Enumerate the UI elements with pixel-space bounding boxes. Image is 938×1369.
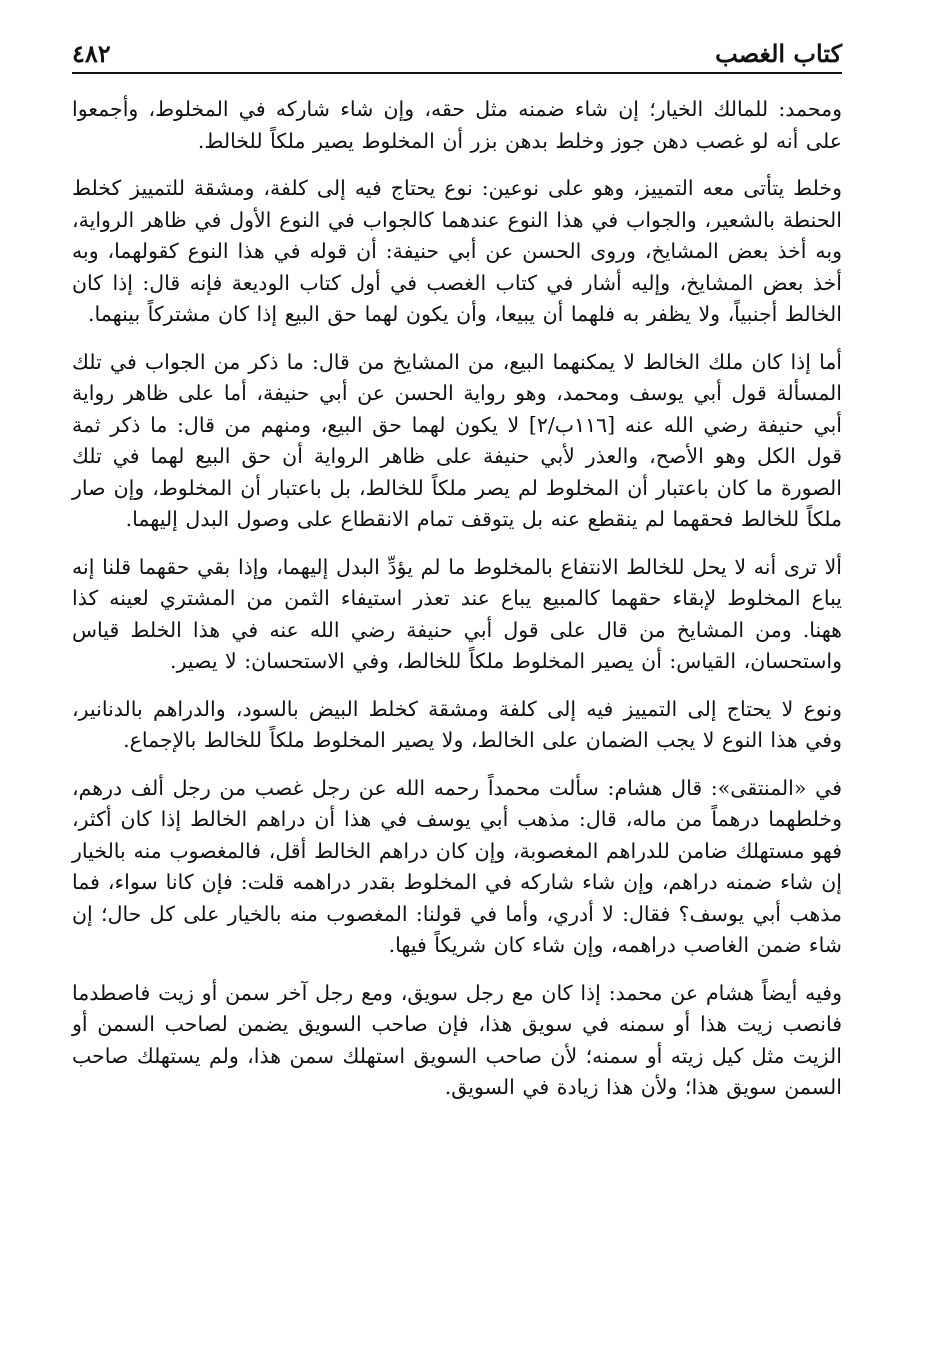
book-page <box>72 34 842 1349</box>
book-title: كتاب الغصب <box>715 39 842 68</box>
body-text <box>72 94 842 1104</box>
paragraph: وخلط يتأتى معه التمييز، وهو على نوعين: نوع يحتاج فيه إلى كلفة، ومشقة للتمييز كخلط الحنطة بالشعير، والجواب في هذا النوع عندهما كالجواب في النوع الأول في ظاهر الرواية، وبه أخذ بعض المشايخ، وروى الحسن عن أبي حنيفة: أن قوله في هذا النوع كقولهما، وبه أخذ بعض المشايخ، وإليه أشار في كتاب الغصب في أول كتاب الوديعة فإنه قال: إذا كان الخالط أجنبياً، ولا يظفر به فلهما أن يبيعا، وأن يكون لهما حق البيع إذا كان مشتركاً بينهما. <box>72 176 842 326</box>
page-number: ٤٨٢ <box>72 39 111 68</box>
paragraph: وفيه أيضاً هشام عن محمد: إذا كان مع رجل سويق، ومع رجل آخر سمن أو زيت فاصطدما فانصب زيت هذا أو سمنه في سويق هذا، فإن صاحب السويق يضمن لصاحب السمن أو الزيت مثل كيل زيته أو سمنه؛ لأن صاحب السويق استهلك سمن هذا، ولم يستهلك صاحب السمن سويق هذا؛ ولأن هذا زيادة في السويق. <box>72 980 842 1099</box>
paragraph: ونوع لا يحتاج إلى التمييز فيه إلى كلفة ومشقة كخلط البيض بالسود، والدراهم بالدنانير، وفي هذا النوع لا يجب الضمان على الخالط، ولا يصير المخلوط ملكاً للخالط بالإجماع. <box>72 696 842 752</box>
paragraph: في «المنتقى»: قال هشام: سألت محمداً رحمه الله عن رجل غصب من رجل ألف درهم، وخلطهما درهماً من ماله، قال: مذهب أبي يوسف في هذا أن دراهم الخالط إذا كان أكثر، فهو مستهلك ضامن للدراهم المغصوبة، وإن كان دراهم الخالط أقل، فالمغصوب منه بالخيار إن شاء ضمنه دراهم، وإن شاء شاركه في المخلوط بقدر دراهمه قلت: فإن كانا سواء، فما مذهب أبي يوسف؟ فقال: لا أدري، وأما في قولنا: المغصوب منه بالخيار على كل حال؛ إن شاء ضمن الغاصب دراهمه، وإن شاء كان شريكاً فيها. <box>72 775 842 957</box>
paragraph: ومحمد: للمالك الخيار؛ إن شاء ضمنه مثل حقه، وإن شاء شاركه في المخلوط، وأجمعوا على أنه لو غصب دهن جوز وخلط بدهن بزر أن المخلوط يصير ملكاً للخالط. <box>72 97 842 153</box>
paragraph: أما إذا كان ملك الخالط لا يمكنهما البيع، من المشايخ من قال: ما ذكر من الجواب في تلك المسألة قول أبي يوسف ومحمد، وهو رواية الحسن عن أبي حنيفة، أما على ظاهر رواية أبي حنيفة رضي الله عنه [١١٦ب/٢] لا يكون لهما حق البيع، ومنهم من قال: ما ذكر ثمة قول الكل وهو الأصح، والعذر لأبي حنيفة على ظاهر الرواية أن حق البيع لهما في تلك الصورة ما كان باعتبار أن المخلوط لم يصر ملكاً للخالط، بل باعتبار أن المخلوط، وإن صار ملكاً للخالط فحقهما لم ينقطع عنه بل يتوقف تمام الانقطاع على وصول البدل إليهما. <box>72 349 842 531</box>
paragraph: ألا ترى أنه لا يحل للخالط الانتفاع بالمخلوط ما لم يؤدِّ البدل إليهما، وإذا بقي حقهما قلنا إنه يباع المخلوط لإبقاء حقهما كالمبيع يباع عند تعذر استيفاء الثمن من المشتري لعينه كذا ههنا. ومن المشايخ من قال على قول أبي حنيفة رضي الله عنه في هذا الخلط قياس واستحسان، القياس: أن يصير المخلوط ملكاً للخالط، وفي الاستحسان: لا يصير. <box>72 554 842 673</box>
running-head <box>72 34 842 74</box>
